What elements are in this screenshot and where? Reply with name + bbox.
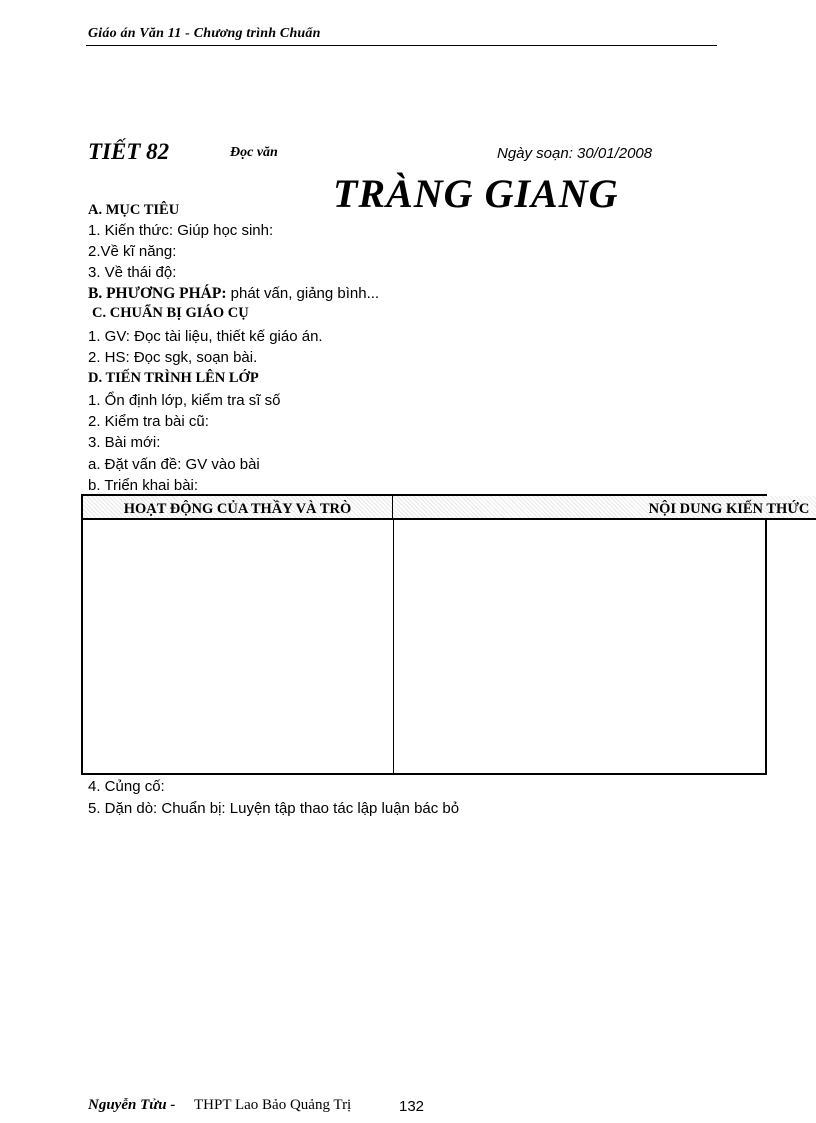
section-after-item: 5. Dặn dò: Chuẩn bị: Luyện tập thao tác lập luận bác bỏ	[88, 800, 460, 817]
lesson-date: Ngày soạn: 30/01/2008	[497, 145, 653, 162]
section-b-value: phát vấn, giảng bình...	[230, 285, 380, 302]
section-d-item: 1. Ổn định lớp, kiểm tra sĩ số	[88, 392, 281, 409]
section-d-heading: D. TIẾN TRÌNH LÊN LỚP	[88, 370, 259, 386]
section-a-item: 1. Kiến thức: Giúp học sinh:	[88, 222, 274, 239]
section-c-heading: C. CHUẨN BỊ GIÁO CỤ	[92, 305, 249, 321]
section-a-item: 3. Về thái độ:	[88, 264, 177, 281]
footer-school: THPT Lao Bảo Quảng Trị	[194, 1097, 352, 1113]
section-d-item: 2. Kiểm tra bài cũ:	[88, 413, 209, 430]
page-header: Giáo án Văn 11 - Chương trình Chuẩn	[88, 26, 321, 41]
lesson-period: TIẾT 82	[88, 139, 170, 164]
section-d-item: 3. Bài mới:	[88, 434, 161, 451]
section-d-item: b. Triển khai bài:	[88, 477, 199, 494]
section-b-label: B. PHƯƠNG PHÁP:	[88, 285, 227, 302]
section-a-item: 2.Về kĩ năng:	[88, 243, 177, 260]
table-column-divider	[393, 520, 394, 773]
section-b	[88, 285, 379, 303]
page-number: 132	[399, 1098, 425, 1115]
table-header-teacher-student: HOẠT ĐỘNG CỦA THẦY VÀ TRÒ	[83, 496, 393, 520]
section-a-heading: A. MỤC TIÊU	[88, 202, 180, 218]
lesson-subject: Đọc văn	[230, 145, 278, 160]
header-rule	[86, 45, 717, 46]
section-c-item: 2. HS: Đọc sgk, soạn bài.	[88, 349, 258, 366]
lesson-table	[81, 494, 810, 775]
section-d-item: a. Đặt vấn đề: GV vào bài	[88, 456, 260, 473]
table-header-knowledge: NỘI DUNG KIẾN THỨC	[393, 496, 816, 520]
lesson-title: TRÀNG GIANG	[333, 171, 619, 216]
section-after-item: 4. Củng cố:	[88, 778, 165, 795]
footer-author: Nguyễn Tửu -	[88, 1097, 176, 1113]
section-c-item: 1. GV: Đọc tài liệu, thiết kế giáo án.	[88, 328, 323, 345]
